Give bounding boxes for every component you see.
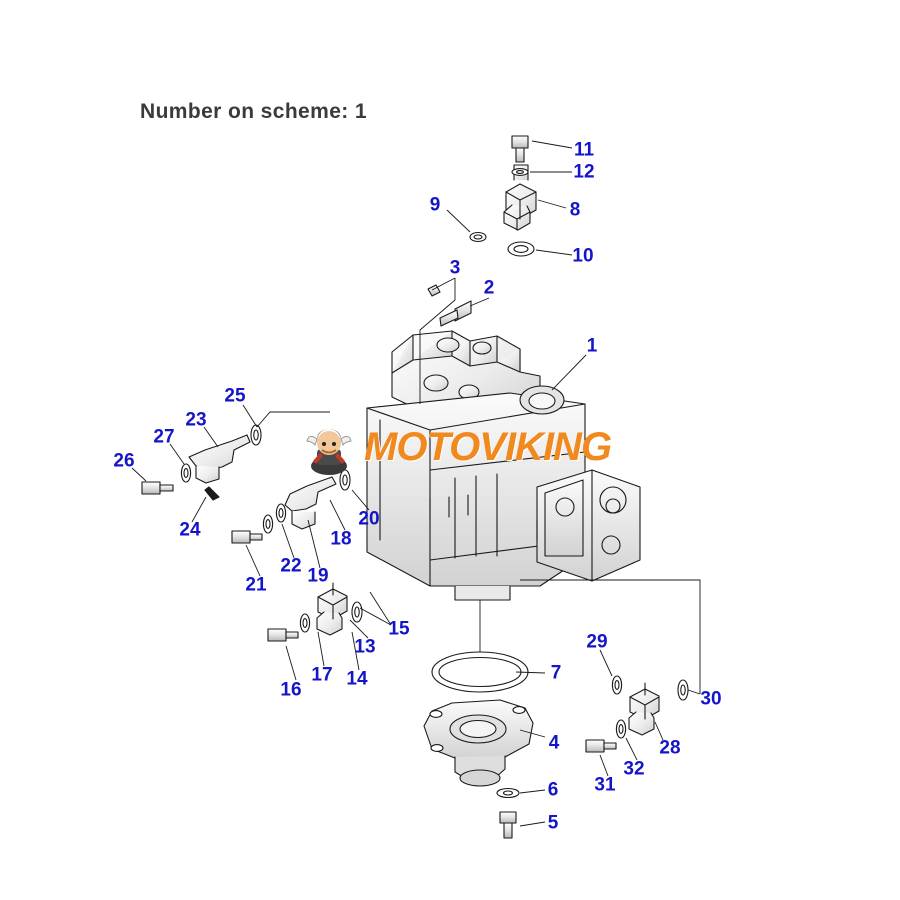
watermark-text: MOTOVIKING [364,425,612,469]
callout-number-24[interactable]: 24 [179,519,201,541]
callout-number-28[interactable]: 28 [659,737,681,759]
callout-number-13[interactable]: 13 [354,636,376,658]
callout-number-21[interactable]: 21 [245,574,267,596]
callout-number-23[interactable]: 23 [185,409,207,431]
callout-number-5[interactable]: 5 [547,812,559,834]
callout-number-25[interactable]: 25 [224,385,246,407]
callout-number-22[interactable]: 22 [280,555,302,577]
callout-number-29[interactable]: 29 [586,631,608,653]
callout-number-1[interactable]: 1 [586,335,598,357]
callout-number-10[interactable]: 10 [572,245,594,267]
callout-number-19[interactable]: 19 [307,565,329,587]
callout-number-4[interactable]: 4 [548,732,560,754]
callout-number-8[interactable]: 8 [569,199,581,221]
callout-number-17[interactable]: 17 [311,664,333,686]
callout-number-9[interactable]: 9 [429,194,441,216]
callout-number-15[interactable]: 15 [388,618,410,640]
callout-number-11[interactable]: 11 [573,139,595,161]
callout-number-7[interactable]: 7 [550,662,562,684]
callout-number-27[interactable]: 27 [153,426,175,448]
callout-number-3[interactable]: 3 [449,257,461,279]
callout-number-2[interactable]: 2 [483,277,495,299]
callout-number-30[interactable]: 30 [700,688,722,710]
callout-number-14[interactable]: 14 [346,668,368,690]
page-title: Number on scheme: 1 [140,100,367,123]
callout-number-20[interactable]: 20 [358,508,380,530]
callout-number-32[interactable]: 32 [623,758,645,780]
callout-number-18[interactable]: 18 [330,528,352,550]
callout-number-12[interactable]: 12 [573,161,595,183]
callout-number-16[interactable]: 16 [280,679,302,701]
callout-number-31[interactable]: 31 [594,774,616,796]
callout-number-26[interactable]: 26 [113,450,135,472]
callout-number-6[interactable]: 6 [547,779,559,801]
